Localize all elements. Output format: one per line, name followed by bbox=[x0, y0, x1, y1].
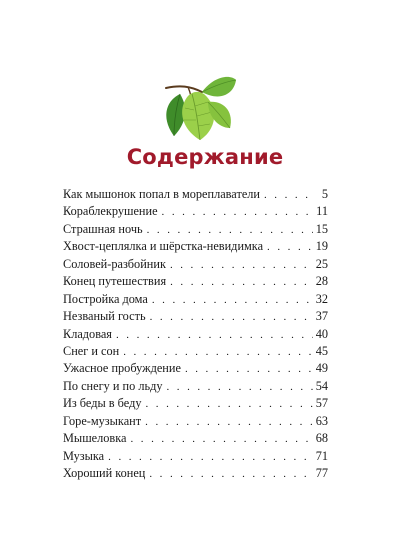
toc-entry bbox=[63, 395, 328, 412]
toc-entry-title: Незваный гость bbox=[63, 309, 146, 324]
toc-entry bbox=[63, 238, 328, 255]
toc-dot-leader bbox=[170, 257, 313, 273]
toc-entry bbox=[63, 186, 328, 203]
toc-entry-title: Ужасное пробуждение bbox=[63, 361, 181, 376]
toc-entry-title: Горе-музыкант bbox=[63, 413, 142, 428]
toc-entry-page-number: 11 bbox=[316, 204, 328, 219]
toc-entry-title: Страшная ночь bbox=[63, 221, 143, 236]
toc-entry-page-number: 71 bbox=[315, 448, 328, 463]
toc-dot-leader bbox=[145, 414, 313, 430]
toc-entry-page-number: 68 bbox=[315, 431, 328, 446]
toc-entry bbox=[63, 326, 328, 343]
toc-dot-leader bbox=[116, 327, 313, 343]
toc-entry-page-number: 25 bbox=[315, 256, 328, 271]
toc-entry-title: Из беды в беду bbox=[63, 396, 142, 411]
toc-entry bbox=[63, 291, 328, 308]
toc-entry-page-number: 45 bbox=[315, 343, 328, 358]
toc-dot-leader bbox=[162, 204, 313, 220]
toc-entry-title: Мышеловка bbox=[63, 431, 127, 446]
toc-dot-leader bbox=[147, 222, 313, 238]
toc-entry bbox=[63, 273, 328, 290]
toc-dot-leader bbox=[264, 187, 313, 203]
page-title: Содержание bbox=[126, 145, 284, 169]
toc-dot-leader bbox=[150, 309, 313, 325]
toc-entry-page-number: 63 bbox=[315, 413, 328, 428]
toc-entry bbox=[63, 378, 328, 395]
toc-entry-title: Музыка bbox=[63, 448, 105, 463]
toc-entry-title: Хвост-цеплялка и шёрстка-невидимка bbox=[63, 239, 264, 254]
toc-entry-page-number: 54 bbox=[315, 378, 328, 393]
toc-dot-leader bbox=[130, 431, 312, 447]
toc-entry-page-number: 5 bbox=[321, 187, 328, 201]
toc-entry bbox=[63, 343, 328, 360]
birch-leaves-icon bbox=[158, 72, 238, 144]
toc-entry-title: Как мышонок попал в мореплаватели bbox=[63, 187, 260, 201]
toc-entry-page-number: 15 bbox=[315, 221, 328, 236]
toc-entry-page-number: 32 bbox=[315, 291, 328, 306]
toc-dot-leader bbox=[166, 379, 312, 395]
toc-entry bbox=[63, 430, 328, 447]
toc-entry bbox=[63, 203, 328, 220]
toc-entry-title: Хороший конец bbox=[63, 466, 146, 480]
toc-entry bbox=[63, 256, 328, 273]
toc-entry-title: Конец путешествия bbox=[63, 274, 167, 289]
toc-entry-page-number: 37 bbox=[315, 309, 328, 324]
toc-entry bbox=[63, 360, 328, 377]
toc-dot-leader bbox=[185, 361, 313, 377]
toc-entry-title: Соловей-разбойник bbox=[63, 256, 166, 271]
toc-entry-title: Кораблекрушение bbox=[63, 204, 158, 219]
toc-dot-leader bbox=[149, 466, 312, 482]
toc-entry-page-number: 49 bbox=[315, 361, 328, 376]
toc-entry-title: Снег и сон bbox=[63, 343, 120, 358]
toc-dot-leader bbox=[145, 396, 312, 412]
table-of-contents bbox=[63, 186, 328, 482]
toc-dot-leader bbox=[152, 292, 313, 308]
toc-entry bbox=[63, 308, 328, 325]
toc-dot-leader bbox=[267, 239, 313, 255]
toc-entry-page-number: 19 bbox=[315, 239, 328, 254]
toc-entry-page-number: 57 bbox=[315, 396, 328, 411]
toc-entry-title: Постройка дома bbox=[63, 291, 148, 306]
toc-dot-leader bbox=[170, 274, 313, 290]
toc-entry bbox=[63, 221, 328, 238]
toc-entry-title: Кладовая bbox=[63, 326, 112, 341]
toc-entry-page-number: 77 bbox=[315, 466, 328, 480]
toc-entry-page-number: 40 bbox=[315, 326, 328, 341]
toc-entry-title: По снегу и по льду bbox=[63, 378, 163, 393]
toc-entry bbox=[63, 413, 328, 430]
toc-entry-page-number: 28 bbox=[315, 274, 328, 289]
toc-entry bbox=[63, 465, 328, 482]
toc-dot-leader bbox=[108, 449, 313, 465]
toc-dot-leader bbox=[123, 344, 313, 360]
toc-entry bbox=[63, 448, 328, 465]
